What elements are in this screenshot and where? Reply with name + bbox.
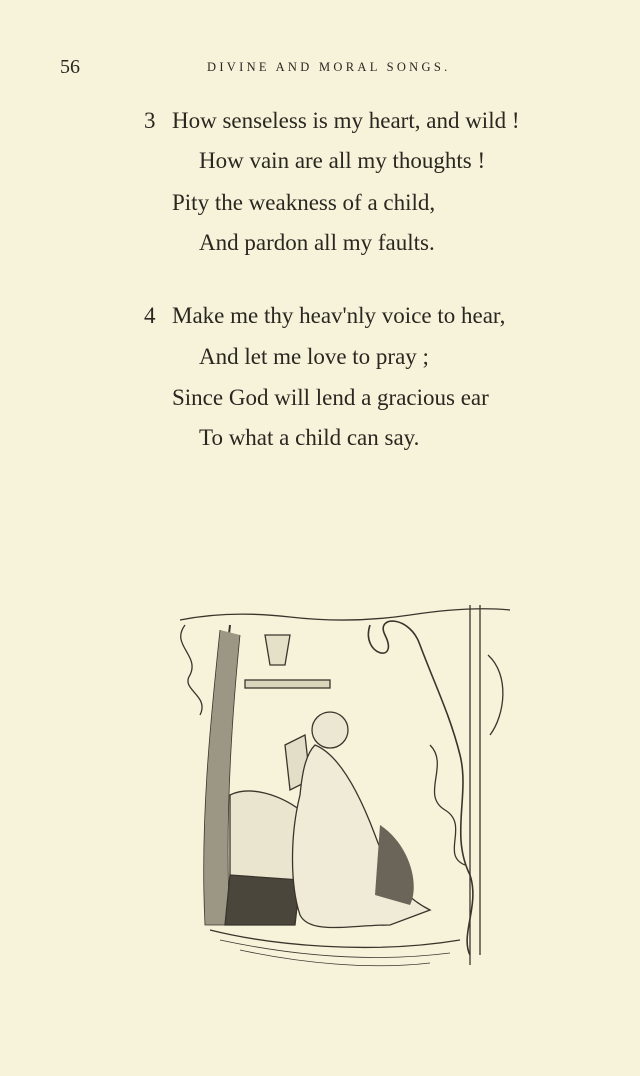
verse-line: And pardon all my faults. — [199, 230, 435, 255]
verse-line: Make me thy heav'nly voice to hear, — [172, 303, 506, 328]
running-head: DIVINE AND MORAL SONGS. — [207, 60, 451, 74]
stanza-number: 3 — [144, 108, 156, 133]
stanza-number: 4 — [144, 303, 156, 328]
verse-line: Pity the weakness of a child, — [172, 190, 436, 215]
page-number: 56 — [60, 56, 80, 78]
engraving-child-praying — [170, 595, 530, 985]
verse-line: Since God will lend a gracious ear — [172, 385, 489, 410]
verse-line: How senseless is my heart, and wild ! — [172, 108, 520, 133]
verse-line: And let me love to pray ; — [199, 344, 429, 369]
verse-line: How vain are all my thoughts ! — [199, 148, 486, 173]
verse-line: To what a child can say. — [199, 425, 420, 450]
